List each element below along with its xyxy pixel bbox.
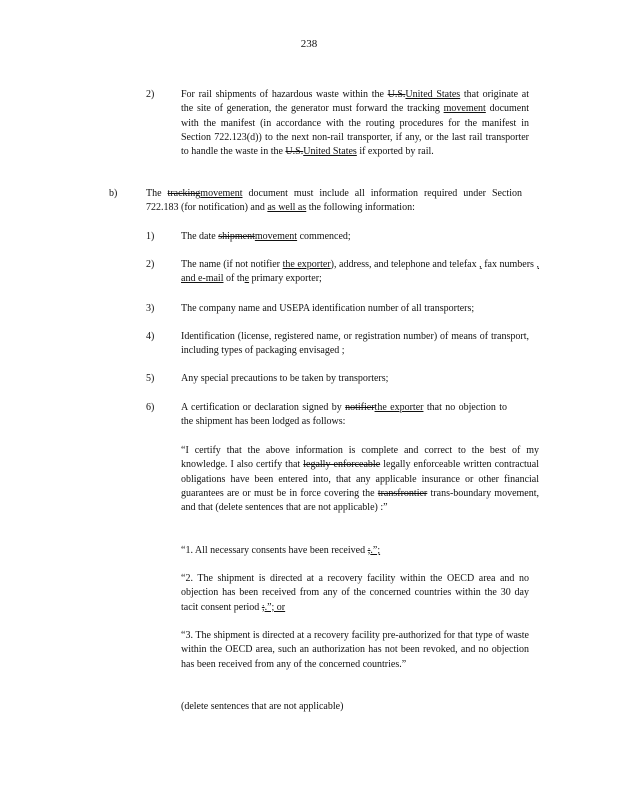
consent-item-3: “3. The shipment is directed at a recovery facility pre-authorized for that type of waste within the OECD area, such an authorization has not been revoked, and no objection has been received from any of the concerned countries.” [181, 630, 529, 670]
deleted-text: legally enforceable [303, 459, 381, 471]
delete-note: (delete sentences that are not applicable) [181, 701, 344, 712]
inserted-text: the exporter [374, 402, 424, 413]
rail-shipment-paragraph [181, 88, 529, 159]
item-label: 5) [146, 373, 155, 384]
item-label: 3) [146, 303, 155, 314]
item-label: 4) [146, 331, 155, 342]
certify-quote [181, 444, 539, 515]
inserted-text: , [479, 259, 482, 270]
inserted-text: as well as [267, 202, 307, 214]
inserted-text: trans [430, 487, 450, 499]
exporter-paragraph [181, 258, 539, 287]
deleted-text: U.S. [285, 146, 304, 158]
text: A certification or declaration signed by [181, 402, 346, 413]
text: ), address, and telephone and telefax [330, 259, 480, 270]
consent-item-2 [181, 572, 529, 615]
page-number: 238 [300, 38, 318, 50]
date-paragraph [181, 230, 529, 244]
deleted-text: ; [367, 545, 371, 556]
section-label: b) [109, 188, 118, 199]
inserted-text: legally [383, 459, 411, 471]
inserted-text: , and e-mail [181, 259, 539, 285]
item-label: 6) [146, 402, 155, 413]
text: that no objection to the shipment has been lodged as follows: [181, 402, 507, 428]
inserted-text: movement [254, 231, 298, 242]
deleted-text: transfrontier [377, 487, 428, 499]
certification-paragraph [181, 401, 507, 430]
deleted-text: notifier [345, 402, 375, 413]
inserted-text: the exporter [282, 259, 331, 270]
text: if exported by rail. [356, 146, 434, 158]
text: of th [223, 273, 245, 285]
deleted-text: ; [261, 601, 265, 613]
text: The [146, 188, 168, 199]
inserted-text: movement [443, 103, 486, 115]
text: document must include all information required under Section 722.183 (for notification) and [146, 188, 522, 214]
consent-item-1 [181, 544, 539, 558]
precautions-paragraph: Any special precautions to be taken by transporters; [181, 373, 389, 384]
text: fax numbers [481, 259, 537, 270]
inserted-text: .”; [370, 545, 381, 556]
text: that originate at the site of generation, the generator must forward the tracking [181, 89, 530, 115]
transporters-paragraph: The company name and USEPA identification number of all transporters; [181, 303, 475, 314]
inserted-text: movement [200, 188, 243, 199]
deleted-text: U.S. [387, 89, 406, 100]
text: The name (if not notifier [181, 259, 283, 270]
text: -boundary movement, and that (delete sentences that are not applicable) :” [181, 487, 540, 514]
inserted-text: e [244, 273, 250, 285]
inserted-text: United States [303, 146, 357, 158]
text: the following information: [306, 202, 415, 214]
item-label: 2) [146, 89, 155, 100]
deleted-text: shipment [218, 231, 255, 242]
text: For rail shipments of hazardous waste within the [181, 89, 388, 100]
text: “2. The shipment is directed at a recovery facility within the OECD area and no objection has been received from any of the concerned countries within the 30 day tacit consent period [181, 573, 529, 613]
inserted-text: .”; or [264, 601, 286, 613]
text: The date [181, 231, 219, 242]
item-label: 1) [146, 231, 155, 242]
section-b-paragraph [146, 187, 522, 216]
inserted-text: United States [405, 89, 461, 100]
text: “I certify that the above information is complete and correct to the best of my knowledge. I also certify that [181, 445, 539, 471]
item-label: 2) [146, 259, 155, 270]
deleted-text: tracking [167, 188, 201, 199]
text: document with the manifest (in accordance with the routing procedures for the manifest in Section 722.123(d)) to the next non-rail transporter, if any, or the last rail transporter to handle the waste in the [181, 103, 530, 158]
text: “1. All necessary consents have been received [181, 545, 368, 556]
identification-paragraph: Identification (license, registered name, or registration number) of means of transport, including types of packaging envisaged ; [181, 331, 529, 357]
text: enforceable written contractual obligations have been entered into, that any applicable insurance or other financial guarantees are or must be in force covering the [181, 459, 540, 499]
text: primary exporter; [249, 273, 322, 285]
text: commenced; [297, 231, 351, 242]
